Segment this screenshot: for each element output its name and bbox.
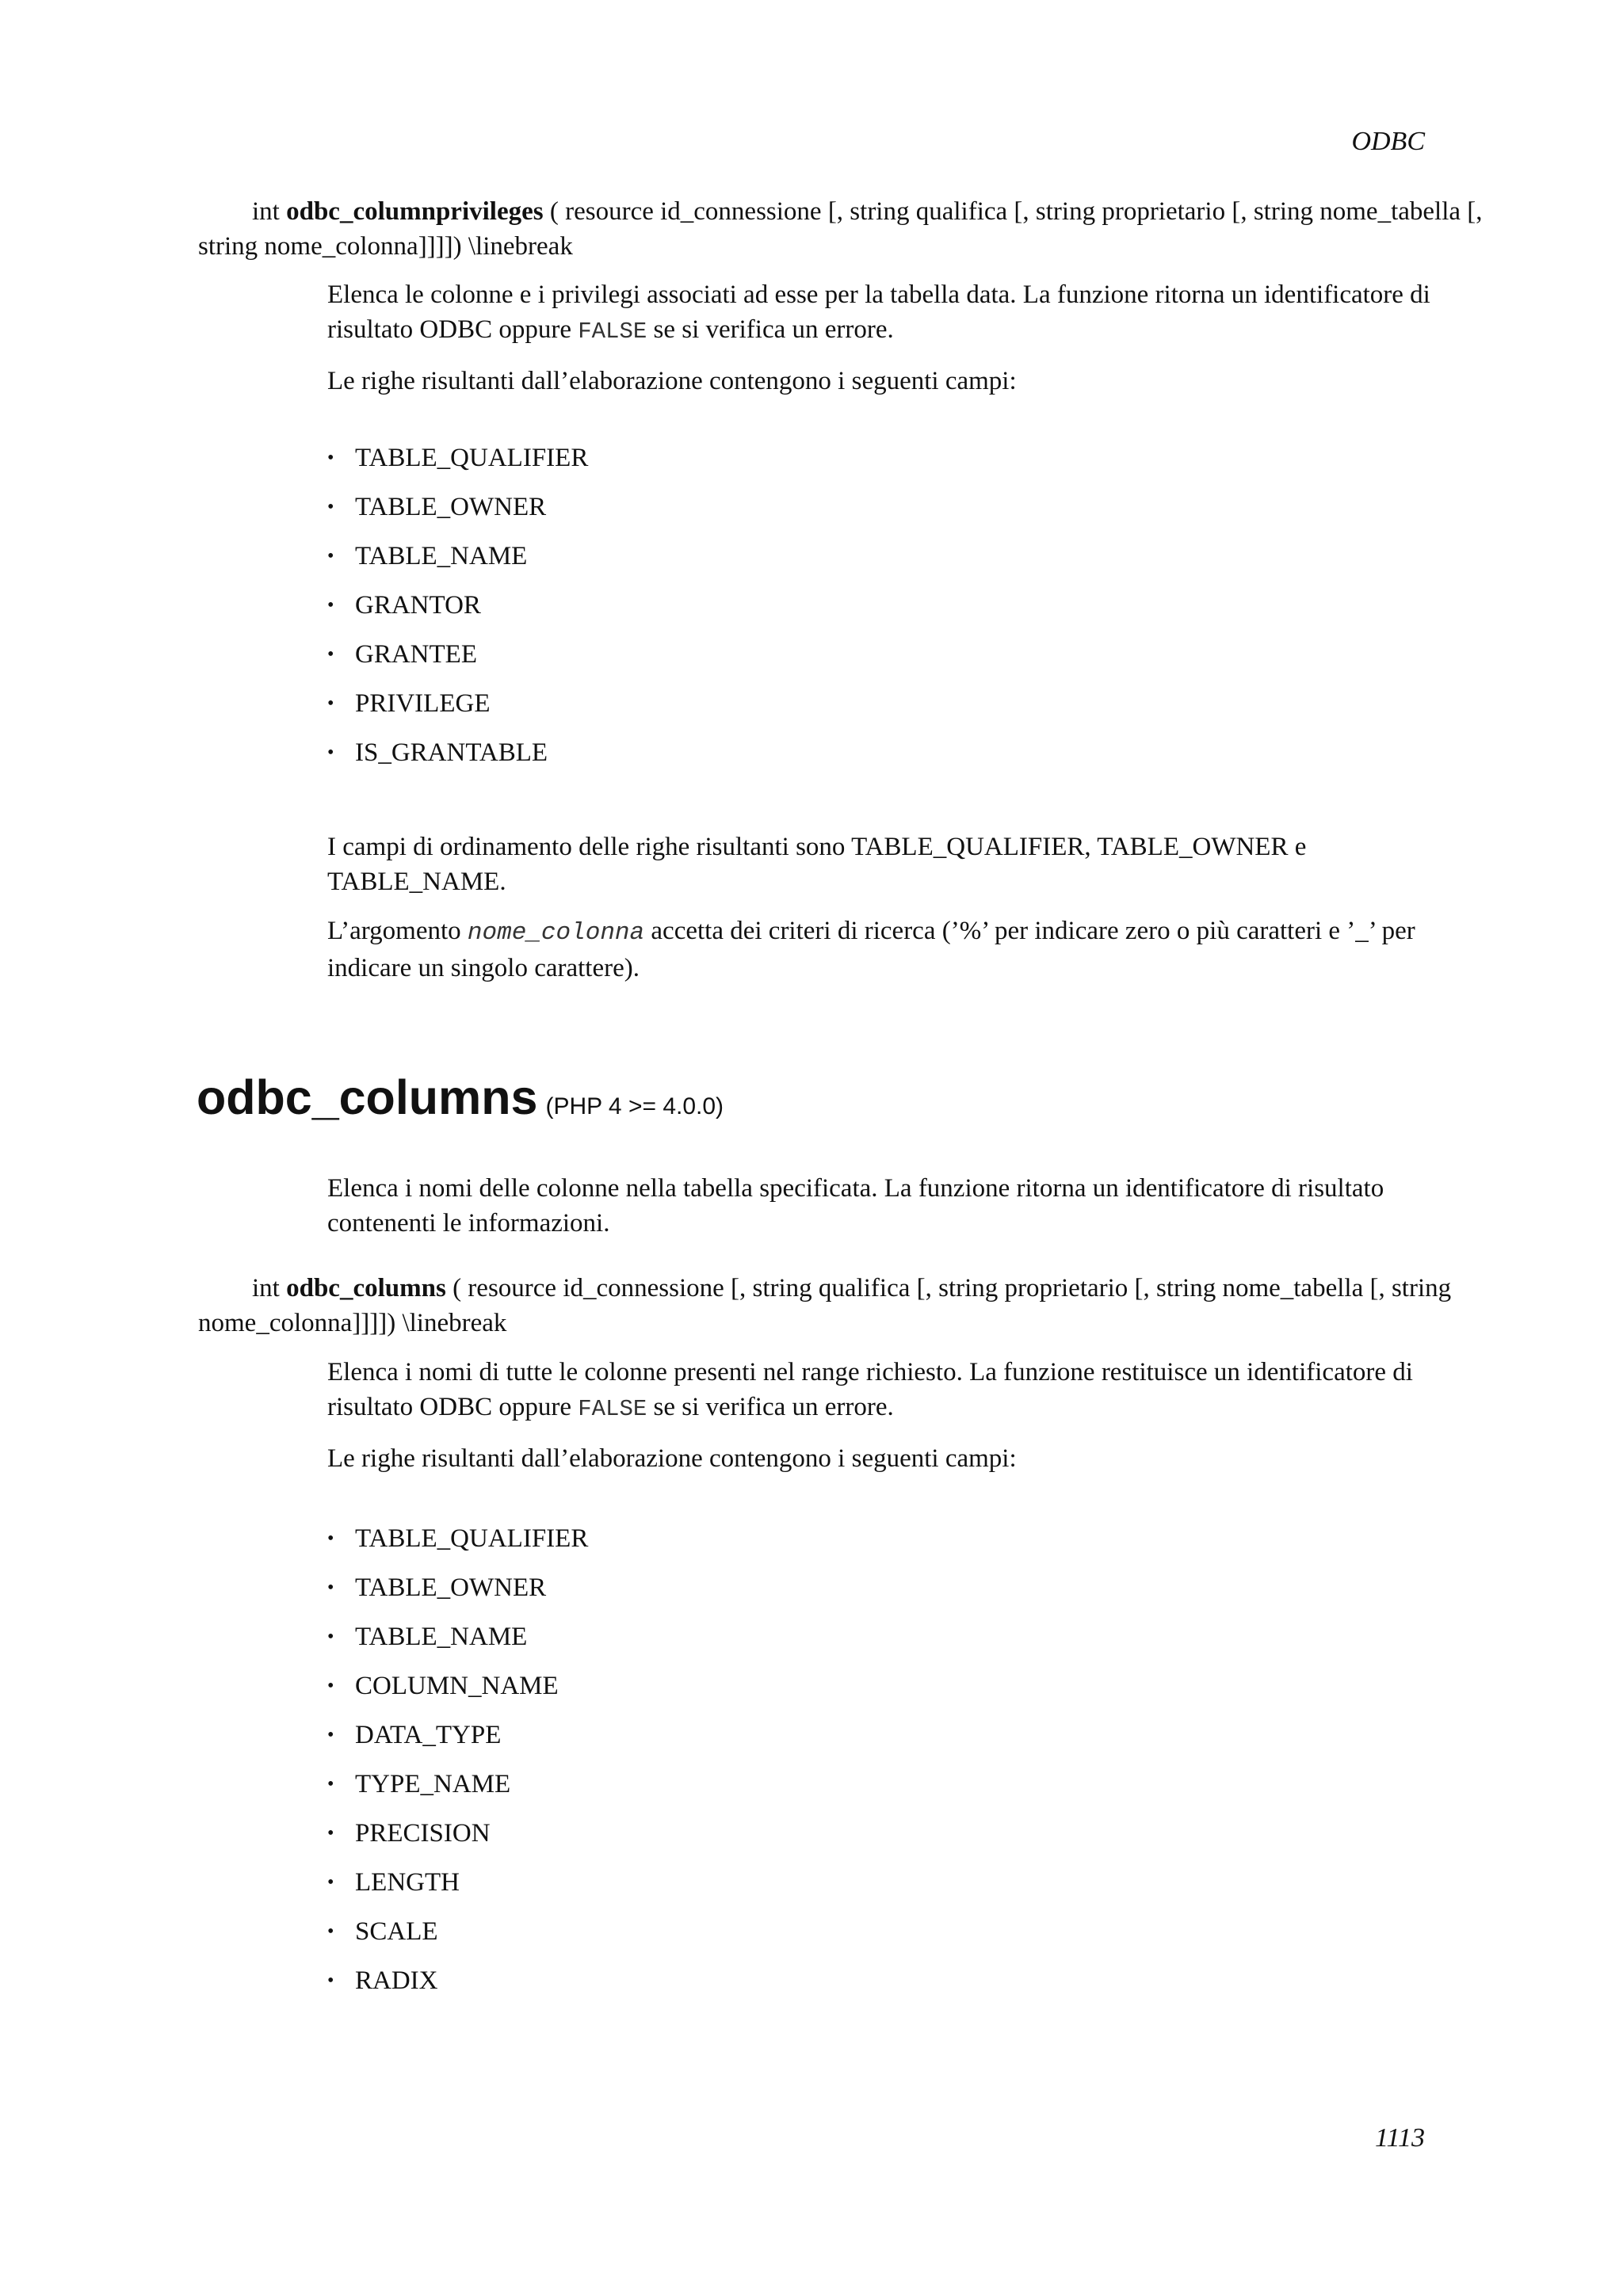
list-item: • TABLE_QUALIFIER [327,442,588,491]
synopsis-arguments: ( resource id_connessione [, string qualifica [, string proprietario [, string nome_tabella [, string nome_colonna]]]]) \linebreak [198,197,1483,261]
return-description: Elenca le colonne e i privilegi associati ad esse per la tabella data. La funzione ritorna un identificatore di risultato ODBC oppure FALSE se si verifica un errore. [327,280,1430,345]
false-constant: FALSE [578,318,647,345]
argument-name: nome_colonna [467,919,645,947]
list-item: • GRANTOR [327,589,588,639]
fields-intro: Le righe risultanti dall’elaborazione contengono i seguenti campi: [327,1444,1017,1473]
list-item: • COLUMN_NAME [327,1670,588,1719]
list-item: • PRIVILEGE [327,688,588,737]
return-description: Elenca i nomi di tutte le colonne presenti nel range richiesto. La funzione restituisce un identificatore di risultato ODBC oppure FALSE se si verifica un errore. [327,1358,1413,1422]
list-item: • TABLE_NAME [327,540,588,589]
list-item: • TABLE_OWNER [327,491,588,540]
synopsis-arguments: ( resource id_connessione [, string qualifica [, string proprietario [, string nome_tabella [, string nome_colonna]]]]) \linebreak [198,1274,1452,1337]
columnprivileges-notes [327,830,1437,986]
ordering-note: I campi di ordinamento delle righe risultanti sono TABLE_QUALIFIER, TABLE_OWNER e TABLE_NAME. [327,833,1307,896]
argument-note: L’argomento nome_colonna accetta dei criteri di ricerca (’%’ per indicare zero o più caratteri e ’_’ per indicare un singolo carattere). [327,917,1415,982]
list-item: • TABLE_OWNER [327,1572,588,1621]
list-item: • IS_GRANTABLE [327,737,588,786]
false-constant: FALSE [578,1396,647,1422]
synopsis-return-type: int [252,197,287,226]
list-item: • PRECISION [327,1817,588,1867]
section-function-name: odbc_columns [197,1070,538,1124]
columns-description [327,1355,1437,1476]
version-info: (PHP 4 >= 4.0.0) [545,1093,724,1119]
function-name: odbc_columnprivileges [286,197,544,226]
synopsis-return-type: int [252,1274,287,1302]
columns-synopsis [198,1271,1498,1341]
columns-summary [327,1171,1437,1241]
page-number: 1113 [1375,2123,1425,2153]
running-header: ODBC [1351,127,1425,156]
columnprivileges-description [327,277,1437,399]
function-name: odbc_columns [286,1274,446,1302]
list-item: • TYPE_NAME [327,1768,588,1817]
list-item: • TABLE_QUALIFIER [327,1523,588,1572]
fields-intro: Le righe risultanti dall’elaborazione contengono i seguenti campi: [327,367,1017,395]
columns-field-list [327,1523,588,2014]
list-item: • DATA_TYPE [327,1719,588,1768]
section-title [197,1066,724,1138]
columnprivileges-field-list [327,442,588,786]
list-item: • RADIX [327,1965,588,2014]
list-item: • LENGTH [327,1867,588,1916]
summary-text: Elenca i nomi delle colonne nella tabella specificata. La funzione ritorna un identificatore di risultato contenenti le informazioni. [327,1174,1384,1238]
list-item: • SCALE [327,1916,588,1965]
columnprivileges-synopsis [198,194,1498,264]
list-item: • TABLE_NAME [327,1621,588,1670]
list-item: • GRANTEE [327,639,588,688]
